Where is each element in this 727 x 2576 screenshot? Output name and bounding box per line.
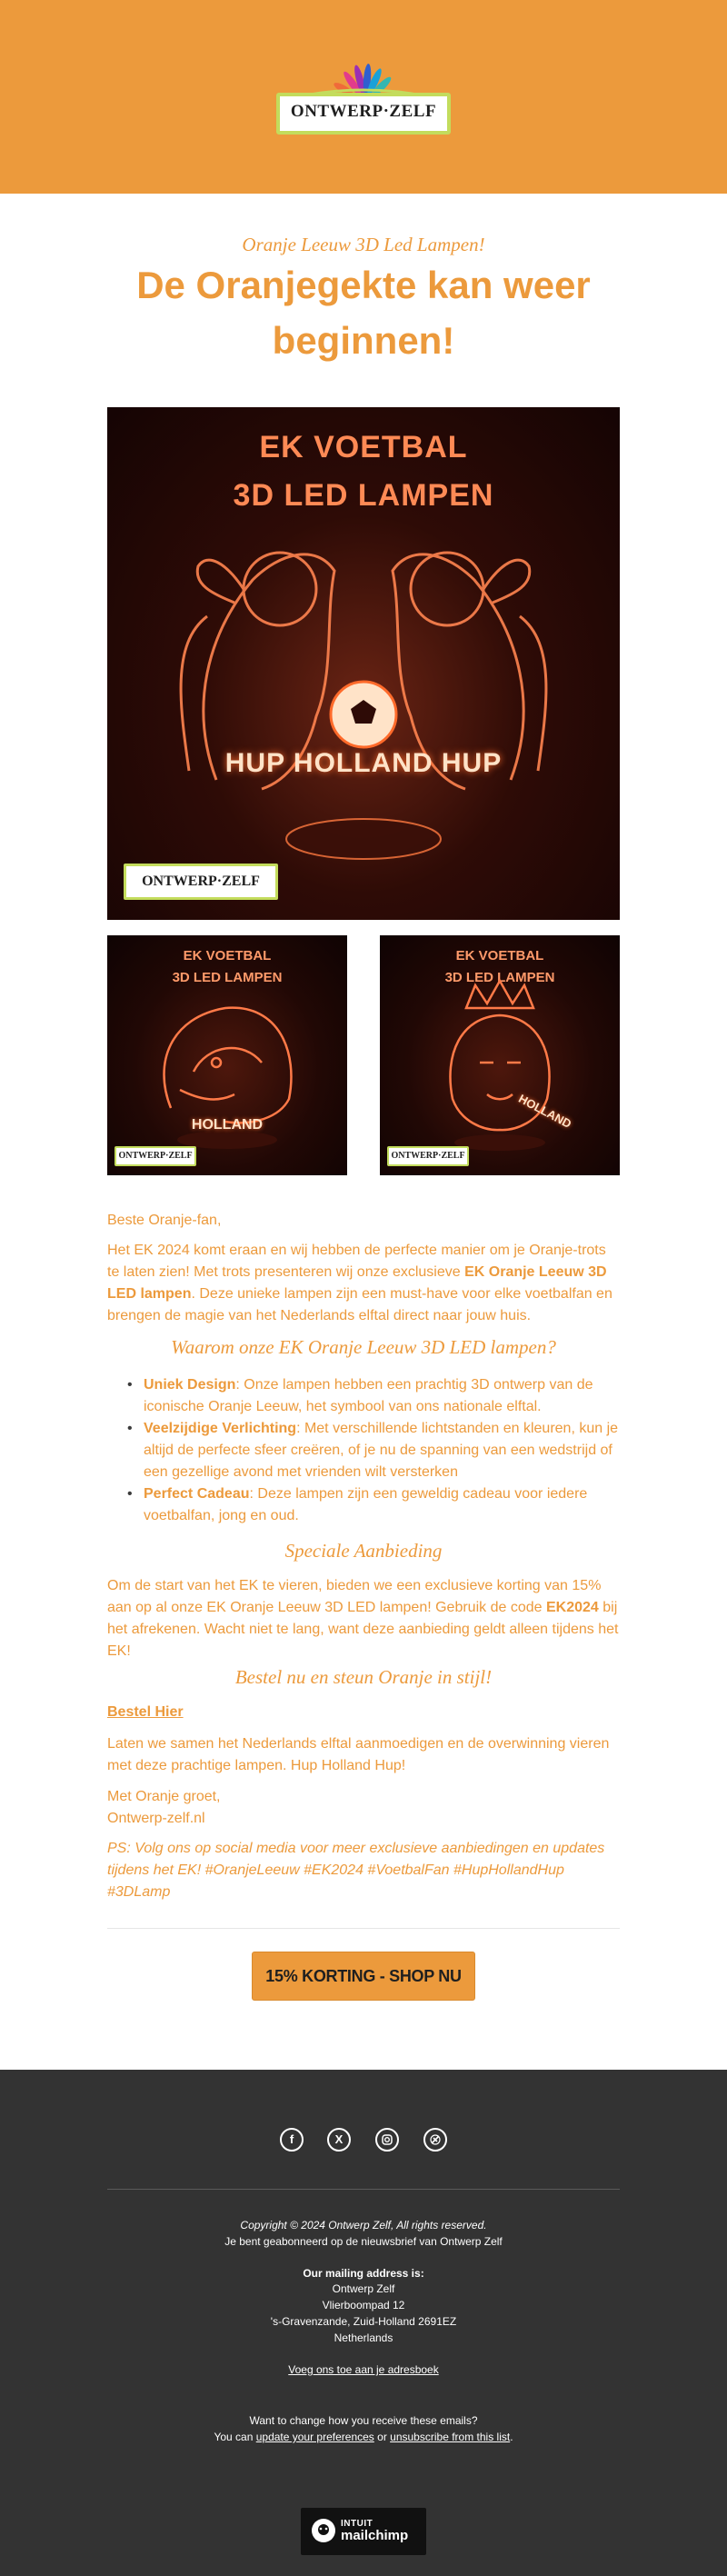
instagram-icon[interactable] <box>375 2128 399 2152</box>
divider <box>107 1928 620 1929</box>
intro-text-c: . Deze unieke lampen zijn een must-have voor elke voetbalfan en brengen de magie van het Nederlands elftal direct naar jouw huis. <box>107 1286 612 1323</box>
shop-now-button[interactable]: 15% KORTING - SHOP NU <box>252 1952 475 2001</box>
crowned-lion-illustration <box>380 935 620 1175</box>
thumb1-line1: EK VOETBAL <box>183 948 272 964</box>
hero-line2: 3D LED LAMPEN <box>233 478 494 513</box>
preferences-row <box>0 2430 727 2445</box>
copyright: Copyright © 2024 Ontwerp Zelf, All rights reserved. <box>240 2219 487 2232</box>
feature-item <box>127 1483 620 1527</box>
mailchimp-badge[interactable] <box>301 2508 426 2555</box>
signoff-line2: Ontwerp-zelf.nl <box>107 1811 205 1826</box>
thumb1-line2: 3D LED LAMPEN <box>172 970 283 985</box>
hero-line1: EK VOETBAL <box>259 430 468 464</box>
feature-text: : Met verschillende lichtstanden en kleuren, kun je altijd de perfecte sfeer creëren, of je nu de spanning van een wedstrijd of een gezellige avond met vrienden wilt versterken <box>144 1421 619 1480</box>
unsubscribe-link[interactable]: unsubscribe from this list <box>390 2431 511 2443</box>
feature-text: : Onze lampen hebben een prachtig 3D ontwerp van de iconische Oranje Leeuw, het symbool van ons nationale elftal. <box>144 1377 593 1414</box>
subscription-note: Je bent geabonneerd op de nieuwsbrief van Ontwerp Zelf <box>224 2235 503 2248</box>
addressbook-link[interactable]: Voeg ons toe aan je adresboek <box>288 2363 439 2376</box>
greeting: Beste Oranje-fan, <box>107 1213 222 1228</box>
address-line1: Ontwerp Zelf <box>332 2282 395 2295</box>
offer-text-b: bij het afrekenen. Wacht niet te lang, want deze aanbieding geldt alleen tijdens het EK! <box>107 1600 619 1659</box>
intro-text-product: EK Oranje Leeuw 3D LED lampen <box>107 1264 607 1302</box>
email-header <box>0 0 727 194</box>
x-icon[interactable]: X <box>327 2128 351 2152</box>
feature-text: : Deze lampen zijn een geweldig cadeau voor iedere voetbalfan, jong en oud. <box>144 1486 588 1523</box>
thumb1-logo-text: ONTWERP·ZELF <box>118 1151 193 1161</box>
footer-divider <box>107 2189 620 2190</box>
address-label: Our mailing address is: <box>303 2267 424 2280</box>
main-title: De Oranjegekte kan weer beginnen! <box>136 264 591 362</box>
signoff-line1: Met Oranje groet, <box>107 1789 221 1804</box>
logo-frame <box>276 93 451 135</box>
address-line4: Netherlands <box>334 2331 393 2344</box>
preferences-text: You can <box>214 2431 256 2443</box>
order-link[interactable]: Bestel Hier <box>107 1704 184 1720</box>
pre-title: Oranje Leeuw 3D Led Lampen! <box>242 234 485 255</box>
offer-text-a: Om de start van het EK te vieren, bieden we een exclusieve korting van 15% aan op al onze EK Oranje Leeuw 3D LED lampen! Gebruik de code <box>107 1578 602 1615</box>
brand-logo[interactable] <box>273 56 454 138</box>
update-preferences-link[interactable]: update your preferences <box>255 2431 374 2443</box>
badge-intuit-text: INTUIT <box>341 2519 373 2529</box>
change-question: Want to change how you receive these emails? <box>249 2414 478 2427</box>
address-line2: Vlierboompad 12 <box>322 2299 405 2311</box>
lion-head-illustration <box>107 935 347 1175</box>
address-line3: 's-Gravenzande, Zuid-Holland 2691EZ <box>270 2315 457 2328</box>
ps-note: PS: Volg ons op social media voor meer exclusieve aanbiedingen en updates tijdens het EK! #OranjeLeeuw #EK2024 #VoetbalFan #HupHollandHup #3DLamp <box>107 1841 605 1900</box>
lions-illustration <box>107 407 620 920</box>
website-icon[interactable] <box>423 2128 447 2152</box>
logo-text: ONTWERP·ZELF <box>290 102 437 121</box>
thumb2-logo <box>387 1146 469 1166</box>
feature-list <box>127 1374 620 1527</box>
thumb2-line1: EK VOETBAL <box>455 948 544 964</box>
discount-code: EK2024 <box>545 1600 599 1615</box>
intro-text-a: Het EK 2024 komt eraan en wij hebben de perfecte manier om je Oranje-trots te laten zien! Met trots presenteren wij onze exclusieve <box>107 1243 606 1280</box>
facebook-icon[interactable]: f <box>280 2128 304 2152</box>
thumb2-line2: 3D LED LAMPEN <box>444 970 555 985</box>
intro-paragraph <box>107 1240 620 1327</box>
heading-why: Waarom onze EK Oranje Leeuw 3D LED lampen? <box>171 1336 556 1358</box>
offer-paragraph <box>107 1575 620 1662</box>
hero-logo <box>124 864 278 900</box>
feature-item <box>127 1418 620 1483</box>
feature-title: Veelzijdige Verlichting <box>144 1421 297 1436</box>
thumb1-logo <box>115 1146 196 1166</box>
hero-image[interactable] <box>107 407 620 920</box>
product-image-crowned-lion[interactable] <box>380 935 620 1175</box>
heading-offer: Speciale Aanbieding <box>284 1540 443 1562</box>
thumb2-tag: HOLLAND <box>516 1091 574 1132</box>
thumb1-tag: HOLLAND <box>191 1117 264 1133</box>
preferences-or: or <box>373 2431 391 2443</box>
email-footer <box>0 2070 727 2576</box>
mailchimp-icon <box>312 2519 335 2542</box>
feature-item <box>127 1374 620 1418</box>
hero-logo-text: ONTWERP·ZELF <box>142 874 260 889</box>
badge-brand-text: mailchimp <box>341 2528 409 2543</box>
heading-order: Bestel nu en steun Oranje in stijl! <box>234 1666 493 1688</box>
addressbook-row <box>0 2362 727 2378</box>
preferences-period: . <box>510 2431 513 2443</box>
closing-paragraph: Laten we samen het Nederlands elftal aanmoedigen en de overwinning vieren met deze prachtige lampen. Hup Holland Hup! <box>107 1736 610 1773</box>
product-image-lion-head[interactable] <box>107 935 347 1175</box>
feature-title: Perfect Cadeau <box>144 1486 250 1502</box>
thumb2-logo-text: ONTWERP·ZELF <box>391 1151 465 1161</box>
hero-banner: HUP HOLLAND HUP <box>224 748 503 778</box>
feature-title: Uniek Design <box>144 1377 236 1393</box>
